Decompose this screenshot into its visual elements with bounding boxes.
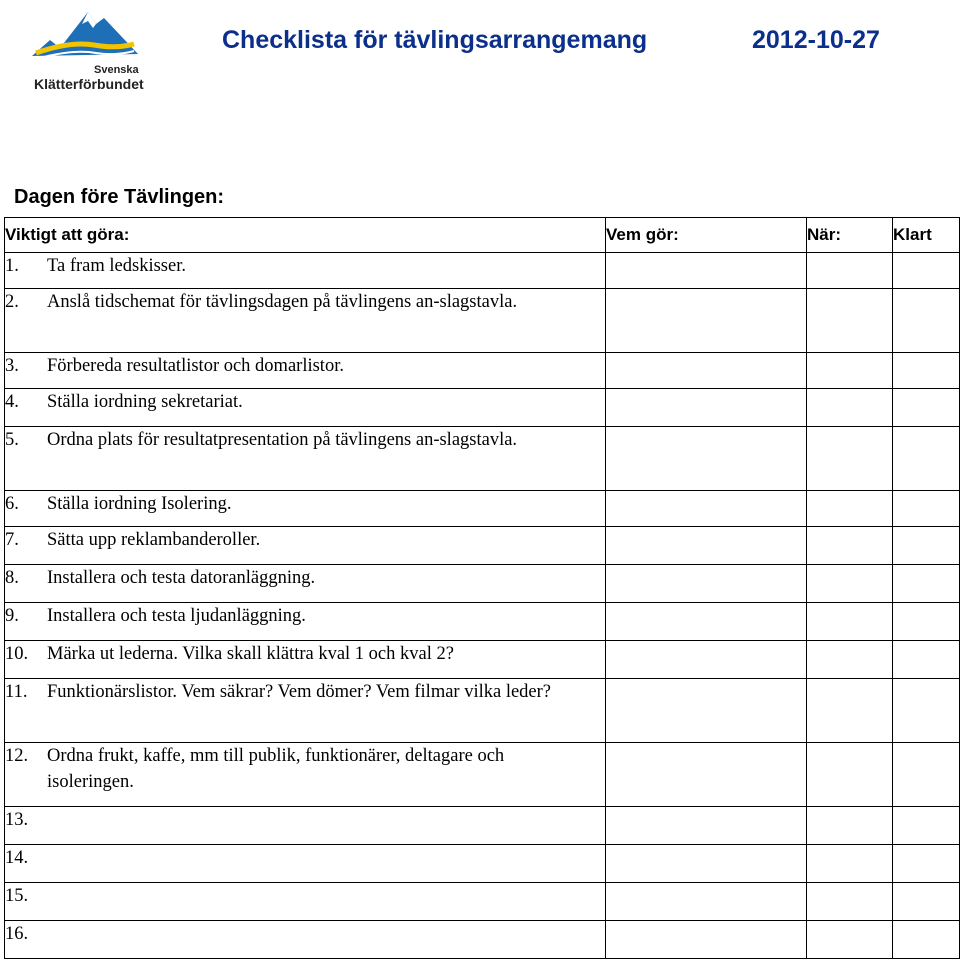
who-cell[interactable] bbox=[606, 921, 807, 959]
task-text: Märka ut lederna. Vilka skall klättra kval 1 och kval 2? bbox=[47, 644, 454, 664]
task-text: Funktionärslistor. Vem säkrar? Vem dömer? Vem filmar vilka leder? bbox=[47, 682, 552, 702]
task-number: 1. bbox=[5, 256, 19, 276]
task-number: 3. bbox=[5, 356, 19, 376]
task-text: Ordna frukt, kaffe, mm till publik, funktionärer, deltagare och isoleringen. bbox=[47, 746, 505, 792]
done-cell[interactable] bbox=[893, 565, 960, 603]
table-row bbox=[5, 565, 960, 603]
done-cell[interactable] bbox=[893, 491, 960, 527]
when-cell[interactable] bbox=[807, 253, 893, 289]
who-cell[interactable] bbox=[606, 491, 807, 527]
done-cell[interactable] bbox=[893, 427, 960, 491]
done-cell[interactable] bbox=[893, 921, 960, 959]
table-header-row bbox=[5, 218, 960, 253]
done-cell[interactable] bbox=[893, 883, 960, 921]
task-cell bbox=[5, 527, 606, 565]
task-text: Anslå tidschemat för tävlingsdagen på tävlingens an-slagstavla. bbox=[47, 292, 518, 312]
table-row bbox=[5, 679, 960, 743]
done-cell[interactable] bbox=[893, 253, 960, 289]
column-header-who: Vem gör: bbox=[606, 218, 807, 253]
when-cell[interactable] bbox=[807, 603, 893, 641]
who-cell[interactable] bbox=[606, 845, 807, 883]
task-cell bbox=[5, 679, 606, 743]
done-cell[interactable] bbox=[893, 353, 960, 389]
done-cell[interactable] bbox=[893, 743, 960, 807]
task-number: 8. bbox=[5, 568, 19, 588]
table-row bbox=[5, 807, 960, 845]
task-text: Ordna plats för resultatpresentation på tävlingens an-slagstavla. bbox=[47, 430, 518, 450]
when-cell[interactable] bbox=[807, 641, 893, 679]
task-cell bbox=[5, 253, 606, 289]
table-row bbox=[5, 603, 960, 641]
task-number: 15. bbox=[5, 886, 29, 906]
column-header-when: När: bbox=[807, 218, 893, 253]
task-cell bbox=[5, 603, 606, 641]
task-number: 11. bbox=[5, 682, 28, 702]
when-cell[interactable] bbox=[807, 527, 893, 565]
task-cell bbox=[5, 565, 606, 603]
when-cell[interactable] bbox=[807, 427, 893, 491]
document-title: Checklista för tävlingsarrangemang bbox=[222, 26, 648, 54]
task-number: 6. bbox=[5, 494, 19, 514]
done-cell[interactable] bbox=[893, 641, 960, 679]
svg-text:Svenska: Svenska bbox=[94, 64, 139, 76]
done-cell[interactable] bbox=[893, 845, 960, 883]
table-row bbox=[5, 845, 960, 883]
who-cell[interactable] bbox=[606, 253, 807, 289]
task-cell bbox=[5, 883, 606, 921]
task-text: Ställa iordning Isolering. bbox=[47, 494, 232, 514]
task-number: 5. bbox=[5, 430, 19, 450]
task-text: Installera och testa ljudanläggning. bbox=[47, 606, 306, 626]
who-cell[interactable] bbox=[606, 565, 807, 603]
task-cell bbox=[5, 921, 606, 959]
who-cell[interactable] bbox=[606, 603, 807, 641]
table-row bbox=[5, 491, 960, 527]
who-cell[interactable] bbox=[606, 743, 807, 807]
who-cell[interactable] bbox=[606, 289, 807, 353]
document-date: 2012-10-27 bbox=[752, 26, 880, 54]
done-cell[interactable] bbox=[893, 389, 960, 427]
who-cell[interactable] bbox=[606, 427, 807, 491]
when-cell[interactable] bbox=[807, 845, 893, 883]
table-row bbox=[5, 389, 960, 427]
table-row bbox=[5, 743, 960, 807]
task-number: 9. bbox=[5, 606, 19, 626]
when-cell[interactable] bbox=[807, 679, 893, 743]
done-cell[interactable] bbox=[893, 289, 960, 353]
table-row bbox=[5, 641, 960, 679]
when-cell[interactable] bbox=[807, 921, 893, 959]
who-cell[interactable] bbox=[606, 883, 807, 921]
who-cell[interactable] bbox=[606, 353, 807, 389]
table-row bbox=[5, 921, 960, 959]
task-cell bbox=[5, 807, 606, 845]
federation-logo bbox=[30, 4, 150, 94]
when-cell[interactable] bbox=[807, 353, 893, 389]
task-text: Ta fram ledskisser. bbox=[47, 256, 186, 276]
done-cell[interactable] bbox=[893, 527, 960, 565]
done-cell[interactable] bbox=[893, 679, 960, 743]
when-cell[interactable] bbox=[807, 565, 893, 603]
column-header-done: Klart bbox=[893, 218, 960, 253]
table-row bbox=[5, 883, 960, 921]
table-row bbox=[5, 353, 960, 389]
column-header-task: Viktigt att göra: bbox=[5, 218, 606, 253]
when-cell[interactable] bbox=[807, 289, 893, 353]
task-text: Installera och testa datoranläggning. bbox=[47, 568, 316, 588]
done-cell[interactable] bbox=[893, 603, 960, 641]
task-number: 16. bbox=[5, 924, 29, 944]
when-cell[interactable] bbox=[807, 491, 893, 527]
task-cell bbox=[5, 389, 606, 427]
task-number: 4. bbox=[5, 392, 19, 412]
section-title: Dagen före Tävlingen: bbox=[14, 186, 225, 208]
when-cell[interactable] bbox=[807, 807, 893, 845]
task-text: Sätta upp reklambanderoller. bbox=[47, 530, 261, 550]
who-cell[interactable] bbox=[606, 679, 807, 743]
task-number: 13. bbox=[5, 810, 29, 830]
who-cell[interactable] bbox=[606, 641, 807, 679]
when-cell[interactable] bbox=[807, 883, 893, 921]
task-number: 14. bbox=[5, 848, 29, 868]
task-text: Ställa iordning sekretariat. bbox=[47, 392, 243, 412]
task-cell bbox=[5, 491, 606, 527]
done-cell[interactable] bbox=[893, 807, 960, 845]
task-number: 12. bbox=[5, 746, 29, 766]
task-text: Förbereda resultatlistor och domarlistor. bbox=[47, 356, 344, 376]
when-cell[interactable] bbox=[807, 743, 893, 807]
when-cell[interactable] bbox=[807, 389, 893, 427]
task-number: 10. bbox=[5, 644, 29, 664]
task-cell bbox=[5, 427, 606, 491]
svg-text:Klätterförbundet: Klätterförbundet bbox=[34, 76, 144, 92]
who-cell[interactable] bbox=[606, 389, 807, 427]
task-number: 2. bbox=[5, 292, 19, 312]
checklist-table bbox=[4, 217, 960, 959]
table-row bbox=[5, 527, 960, 565]
table-row bbox=[5, 289, 960, 353]
task-number: 7. bbox=[5, 530, 19, 550]
task-cell bbox=[5, 641, 606, 679]
task-cell bbox=[5, 353, 606, 389]
task-cell bbox=[5, 289, 606, 353]
task-cell bbox=[5, 743, 606, 807]
table-row bbox=[5, 253, 960, 289]
table-row bbox=[5, 427, 960, 491]
who-cell[interactable] bbox=[606, 527, 807, 565]
who-cell[interactable] bbox=[606, 807, 807, 845]
task-cell bbox=[5, 845, 606, 883]
